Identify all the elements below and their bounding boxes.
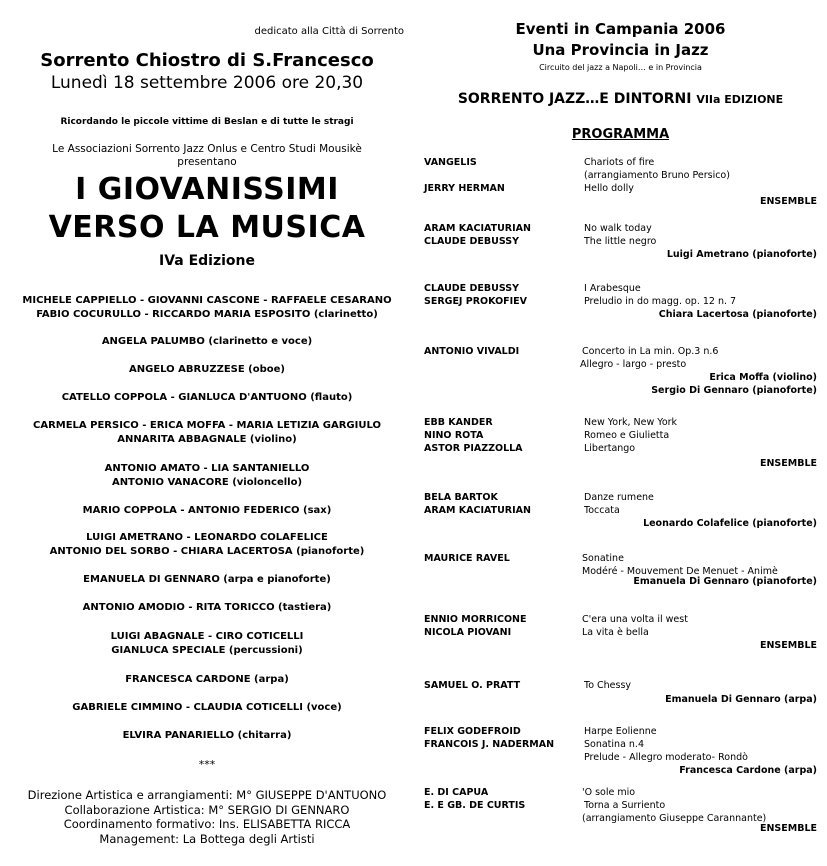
program-row <box>424 359 817 372</box>
composer: NICOLA PIOVANI <box>424 627 512 638</box>
associations <box>0 143 414 169</box>
performer-line: ANTONIO VANACORE (violoncello) <box>111 477 303 488</box>
program-block <box>424 157 817 209</box>
block-performer: Erica Moffa (violino) <box>709 372 817 383</box>
piece: The little negro <box>584 236 657 247</box>
composer: EBB KANDER <box>424 417 493 428</box>
performer-line: ANTONIO DEL SORBO - CHIARA LACERTOSA (pianoforte) <box>49 546 365 557</box>
composer: CLAUDE DEBUSSY <box>424 283 519 294</box>
piece: (arrangiamento Giuseppe Carannante) <box>582 813 767 824</box>
performer-group <box>0 701 414 715</box>
composer: BELA BARTOK <box>424 492 498 503</box>
program-row <box>424 223 817 236</box>
program-row <box>424 183 817 196</box>
composer: FRANCOIS J. NADERMAN <box>424 739 555 750</box>
performer-line: CARMELA PERSICO - ERICA MOFFA - MARIA LETIZIA GARGIULO <box>32 420 381 431</box>
performer-group <box>0 335 414 349</box>
composer: E. DI CAPUA <box>424 787 489 798</box>
piece: La vita è bella <box>582 627 649 638</box>
festival-edition: VIIa EDIZIONE <box>696 93 784 106</box>
program-block <box>424 787 817 836</box>
program-block <box>424 223 817 262</box>
events-title: Eventi in Campania 2006 <box>515 20 726 38</box>
program-row <box>424 443 817 456</box>
performer-line: GABRIELE CIMMINO - CLAUDIA COTICELLI (voce) <box>72 702 342 713</box>
event-datetime: Lunedì 18 settembre 2006 ore 20,30 <box>50 73 364 93</box>
performer-line: LUIGI ABAGNALE - CIRO COTICELLI <box>110 631 304 642</box>
program-row <box>424 813 817 826</box>
composer: NINO ROTA <box>424 430 484 441</box>
piece: Concerto in La min. Op.3 n.6 <box>582 346 719 357</box>
piece: C'era una volta il west <box>582 614 688 625</box>
composer: MAURICE RAVEL <box>424 553 510 564</box>
composer: CLAUDE DEBUSSY <box>424 236 519 247</box>
program-row <box>424 627 817 640</box>
performer-line: ELVIRA PANARIELLO (chitarra) <box>122 730 292 741</box>
performer-line: LUIGI AMETRANO - LEONARDO COLAFELICE <box>86 532 328 543</box>
edition-label: IVa Edizione <box>158 253 255 269</box>
memorial-note: Ricordando le piccole vittime di Beslan e di tutte le stragi <box>60 117 354 127</box>
program-row <box>424 726 817 739</box>
performer-line: FRANCESCA CARDONE (arpa) <box>125 674 289 685</box>
piece: Sonatina n.4 <box>584 739 644 750</box>
piece: Danze rumene <box>584 492 654 503</box>
program-row <box>424 566 817 579</box>
block-performer: ENSEMBLE <box>759 823 817 834</box>
program-row <box>424 296 817 309</box>
piece: Hello dolly <box>584 183 634 194</box>
piece: Allegro - largo - presto <box>580 359 687 370</box>
performer-line: ANNARITA ABBAGNALE (violino) <box>117 434 297 445</box>
program-block <box>424 614 817 653</box>
program-row <box>424 430 817 443</box>
program-row <box>424 505 817 518</box>
block-performer: Emanuela Di Gennaro (pianoforte) <box>633 576 817 587</box>
main-title-line2: VERSO LA MUSICA <box>48 210 366 245</box>
program-block <box>424 283 817 322</box>
composer: ARAM KACIATURIAN <box>424 505 531 516</box>
piece: No walk today <box>584 223 652 234</box>
program-row <box>424 283 817 296</box>
composer: ASTOR PIAZZOLLA <box>424 443 523 454</box>
piece: Modéré - Mouvement De Menuet - Animè <box>582 566 778 577</box>
composer: SAMUEL O. PRATT <box>424 680 521 691</box>
block-performer: Francesca Cardone (arpa) <box>679 765 817 776</box>
composer: FELIX GODEFROID <box>424 726 521 737</box>
program-row <box>424 236 817 249</box>
performer-group <box>0 573 414 587</box>
program-row <box>424 170 817 183</box>
composer: VANGELIS <box>424 157 477 168</box>
program-row <box>424 417 817 430</box>
program-row <box>424 492 817 505</box>
performer-line: FABIO COCURULLO - RICCARDO MARIA ESPOSITO (clarinetto) <box>36 309 378 320</box>
credit-line: Management: La Bottega degli Artisti <box>99 831 315 846</box>
block-performer: ENSEMBLE <box>759 458 817 469</box>
program-row <box>424 739 817 752</box>
credits <box>0 788 414 846</box>
program-row <box>424 553 817 566</box>
program-block <box>424 346 817 398</box>
piece: (arrangiamento Bruno Persico) <box>584 170 730 181</box>
block-performer: Emanuela Di Gennaro (arpa) <box>665 694 817 705</box>
block-performer: ENSEMBLE <box>759 196 817 207</box>
piece: I Arabesque <box>584 283 641 294</box>
piece: Chariots of fire <box>584 157 655 168</box>
performer-group <box>0 729 414 743</box>
festival-name: SORRENTO JAZZ…E DINTORNI <box>457 91 692 107</box>
piece: Toccata <box>584 505 620 516</box>
performer-group <box>0 419 414 447</box>
performer-line: ANGELO ABRUZZESE (oboe) <box>129 364 285 375</box>
program-row <box>424 680 817 693</box>
festival-title <box>414 91 827 107</box>
composer: ENNIO MORRICONE <box>424 614 527 625</box>
piece: Libertango <box>584 443 636 454</box>
program-block <box>424 726 817 778</box>
program-block <box>424 417 817 471</box>
program-block <box>424 680 817 707</box>
venue-title: Sorrento Chiostro di S.Francesco <box>40 50 374 71</box>
piece: To Chessy <box>584 680 632 691</box>
piece: Prelude - Allegro moderato- Rondò <box>584 752 748 763</box>
composer: SERGEJ PROKOFIEV <box>424 296 528 307</box>
performer-line: ANGELA PALUMBO (clarinetto e voce) <box>101 336 313 347</box>
piece: Preludio in do magg. op. 12 n. 7 <box>584 296 737 307</box>
block-performer: Chiara Lacertosa (pianoforte) <box>658 309 817 320</box>
program-row <box>424 752 817 765</box>
performer-line: ANTONIO AMODIO - RITA TORICCO (tastiera) <box>82 602 332 613</box>
block-performer: Luigi Ametrano (pianoforte) <box>666 249 817 260</box>
present-line: presentano <box>177 156 237 168</box>
composer: JERRY HERMAN <box>424 183 505 194</box>
associations-line: Le Associazioni Sorrento Jazz Onlus e Centro Studi Mousikè <box>52 143 362 155</box>
block-performer: Leonardo Colafelice (pianoforte) <box>643 518 817 529</box>
composer: ANTONIO VIVALDI <box>424 346 520 357</box>
performer-group <box>0 363 414 377</box>
piece: Harpe Eolienne <box>584 726 657 737</box>
piece: Romeo e Giulietta <box>584 430 670 441</box>
right-panel <box>414 0 827 866</box>
piece: 'O sole mio <box>582 787 636 798</box>
performer-line: EMANUELA DI GENNARO (arpa e pianoforte) <box>83 574 331 585</box>
performer-line: MARIO COPPOLA - ANTONIO FEDERICO (sax) <box>82 505 332 516</box>
composer: E. E GB. DE CURTIS <box>424 800 526 811</box>
composer: ARAM KACIATURIAN <box>424 223 531 234</box>
program-row <box>424 157 817 170</box>
program-row <box>424 800 817 813</box>
performer-group <box>0 673 414 687</box>
performer-group <box>0 531 414 559</box>
piece: New York, New York <box>584 417 678 428</box>
performer-group <box>0 391 414 405</box>
piece: Sonatine <box>582 553 624 564</box>
performer-line: ANTONIO AMATO - LIA SANTANIELLO <box>104 463 310 474</box>
performer-group <box>0 504 414 518</box>
credit-line: Coordinamento formativo: Ins. ELISABETTA RICCA <box>63 817 351 831</box>
performer-group <box>0 601 414 615</box>
credit-line: Direzione Artistica e arrangiamenti: M° GIUSEPPE D'ANTUONO <box>27 788 387 802</box>
performer-line: MICHELE CAPPIELLO - GIOVANNI CASCONE - RAFFAELE CESARANO <box>22 295 392 306</box>
performer-group <box>0 630 414 658</box>
block-performer: ENSEMBLE <box>759 640 817 651</box>
piece: Torna a Surriento <box>584 800 666 811</box>
block-performer: Sergio Di Gennaro (pianoforte) <box>651 385 817 396</box>
program-block <box>424 492 817 531</box>
performer-line: GIANLUCA SPECIALE (percussioni) <box>111 645 303 656</box>
performer-group <box>0 462 414 490</box>
credit-line: Collaborazione Artistica: M° SERGIO DI GENNARO <box>64 802 350 817</box>
circuit-subtitle: Circuito del jazz a Napoli… e in Provincia <box>539 63 702 72</box>
performer-line: CATELLO COPPOLA - GIANLUCA D'ANTUONO (flauto) <box>61 392 353 403</box>
performer-group <box>0 294 414 322</box>
province-title: Una Provincia in Jazz <box>532 41 709 59</box>
main-title-line1: I GIOVANISSIMI <box>75 172 339 207</box>
program-row <box>424 787 817 800</box>
program-heading: PROGRAMMA <box>571 127 670 142</box>
separator-stars: *** <box>198 758 216 771</box>
program-row <box>424 614 817 627</box>
program-block <box>424 553 817 589</box>
program-row <box>424 346 817 359</box>
dedication: dedicato alla Città di Sorrento <box>254 26 404 37</box>
